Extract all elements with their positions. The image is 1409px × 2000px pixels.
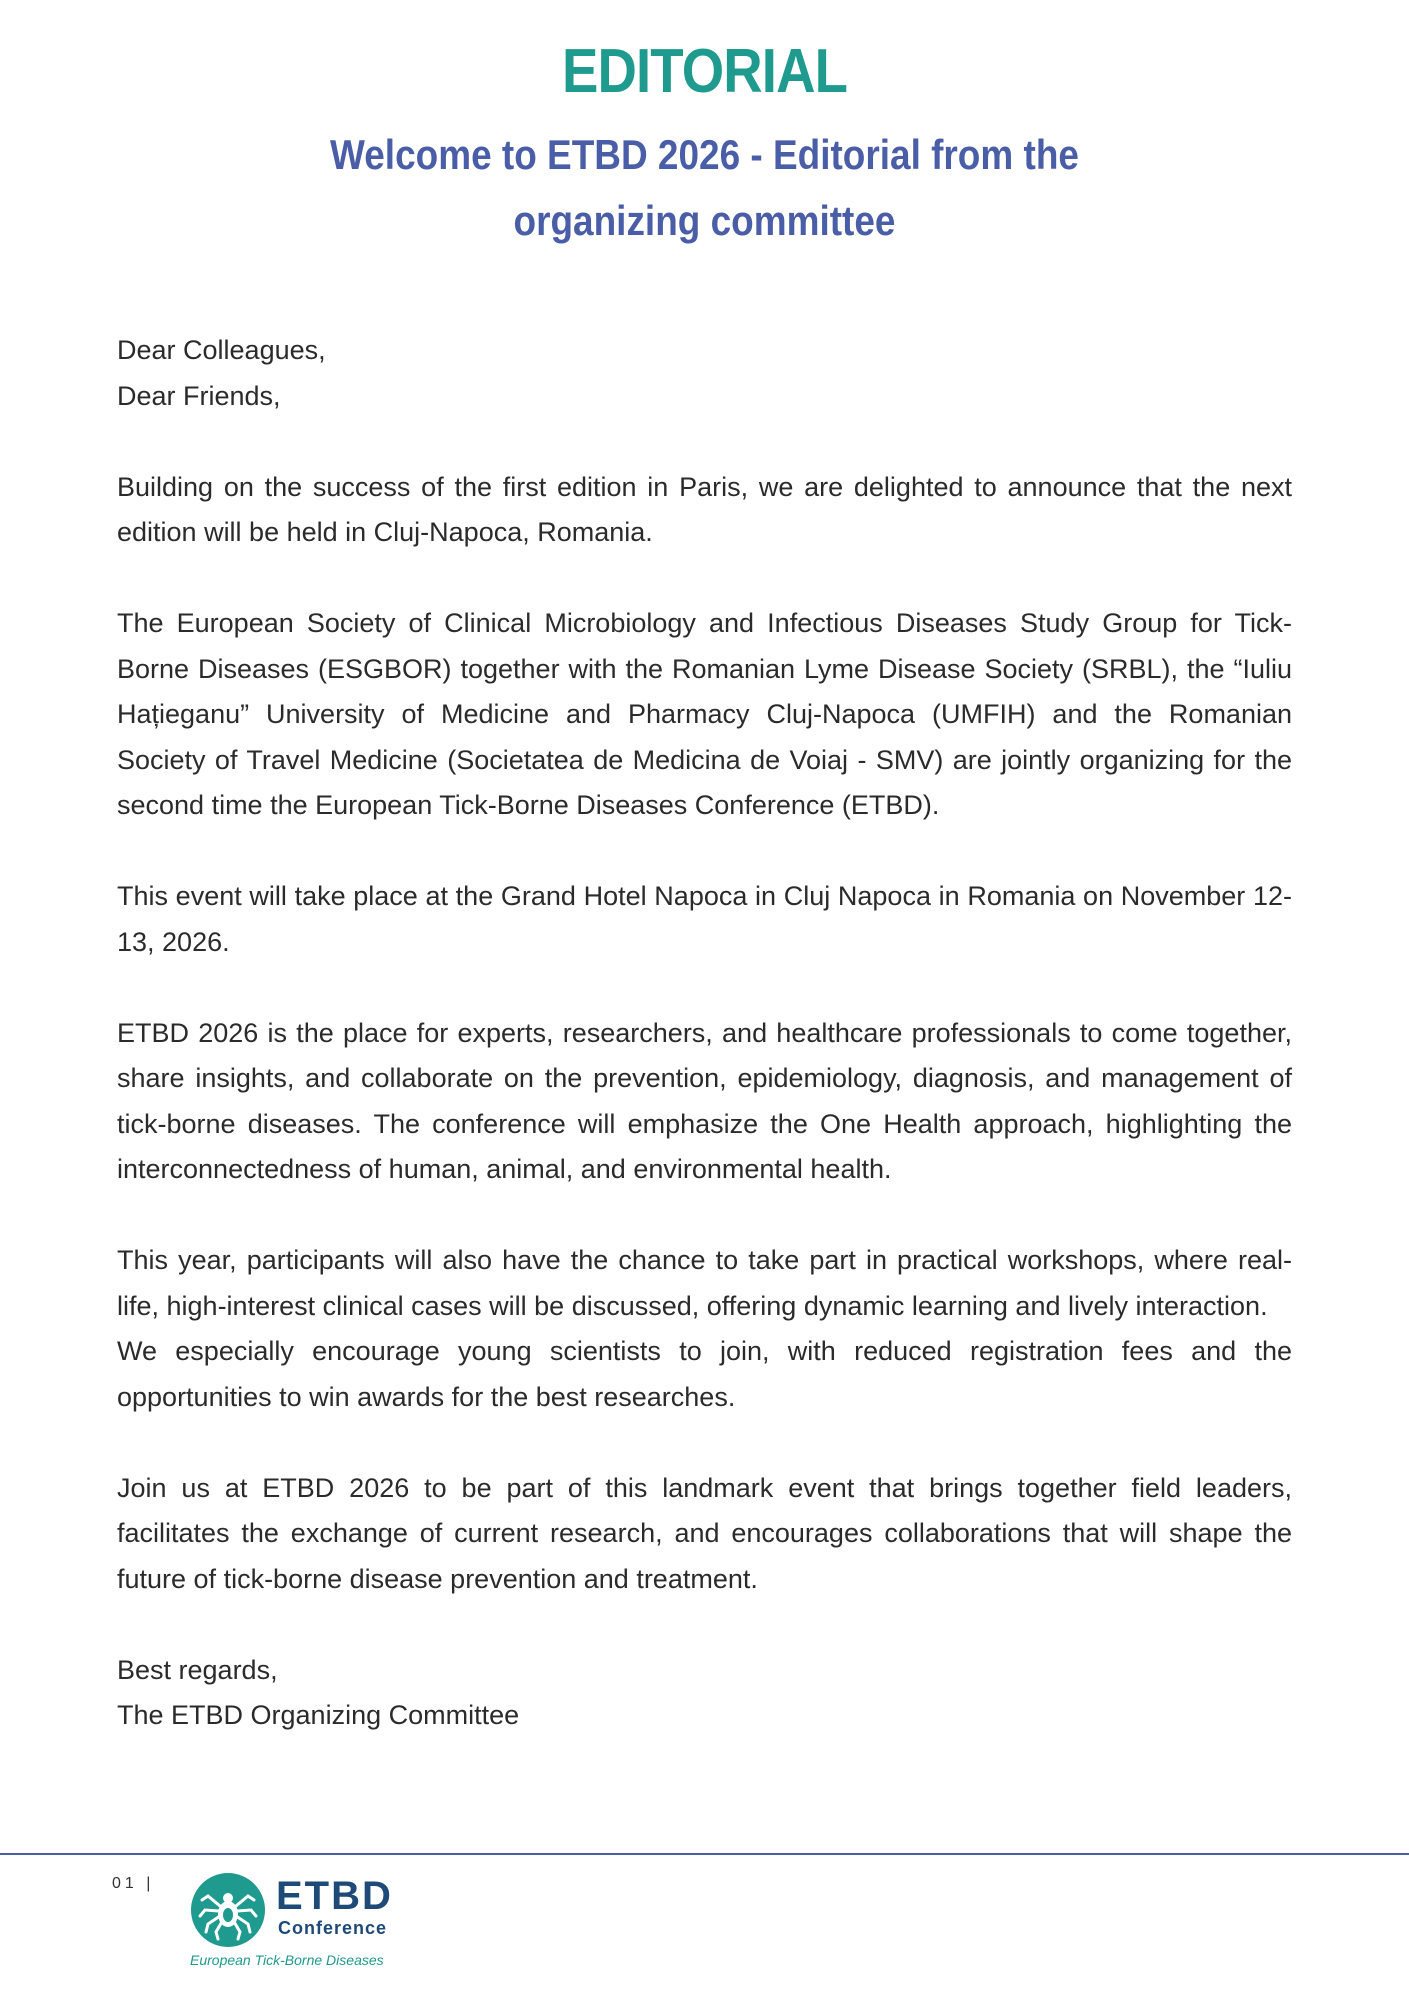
- letter-body: [117, 328, 1292, 1739]
- letter-paragraph: Join us at ETBD 2026 to be part of this landmark event that brings together field leaders, facilitates the exchange of current research, and encourages collaborations that will shape the future of tick-borne disease prevention and treatment.: [117, 1472, 1292, 1594]
- signature-line: The ETBD Organizing Committee: [117, 1700, 520, 1730]
- letter-paragraph: ETBD 2026 is the place for experts, researchers, and healthcare professionals to come together, share insights, and collaborate on the prevention, epidemiology, diagnosis, and management of tick-borne diseases. The conference will emphasize the One Health approach, highlighting the interconnectedness of human, animal, and environmental health.: [117, 1017, 1292, 1184]
- logo-tagline: European Tick-Borne Diseases: [190, 1952, 384, 1968]
- letter-paragraph: This event will take place at the Grand Hotel Napoca in Cluj Napoca in Romania on November 12-13, 2026.: [117, 881, 1292, 957]
- tick-icon: [190, 1872, 266, 1948]
- page-title: EDITORIAL: [561, 37, 848, 106]
- logo-name: ETBD: [276, 1874, 393, 1918]
- salutation-line: Dear Colleagues,: [117, 335, 326, 365]
- page-subtitle: Welcome to ETBD 2026 - Editorial from the organizing committee: [330, 131, 1079, 244]
- letter-paragraph: We especially encourage young scientists to join, with reduced registration fees and the opportunities to win awards for the best researches.: [117, 1336, 1292, 1412]
- page-number: 01 |: [112, 1875, 155, 1892]
- salutation-line: Dear Friends,: [117, 380, 281, 411]
- closing-line: Best regards,: [117, 1654, 278, 1685]
- footer-divider: [0, 1853, 1409, 1855]
- etbd-logo: [190, 1872, 420, 1972]
- letter-paragraph: The European Society of Clinical Microbiology and Infectious Diseases Study Group for Tick-Borne Diseases (ESGBOR) together with the Romanian Lyme Disease Society (SRBL), the “Iuliu Hațieganu” University of Medicine and Pharmacy Cluj-Napoca (UMFIH) and the Romanian Society of Travel Medicine (Societatea de Medicina de Voiaj - SMV) are jointly organizing for the second time the European Tick-Borne Diseases Conference (ETBD).: [117, 608, 1292, 820]
- letter-paragraph: This year, participants will also have the chance to take part in practical workshops, where real-life, high-interest clinical cases will be discussed, offering dynamic learning and lively interaction.: [117, 1245, 1292, 1321]
- logo-subtitle: Conference: [278, 1918, 388, 1938]
- letter-paragraph: Building on the success of the first edition in Paris, we are delighted to announce that the next edition will be held in Cluj-Napoca, Romania.: [117, 471, 1292, 547]
